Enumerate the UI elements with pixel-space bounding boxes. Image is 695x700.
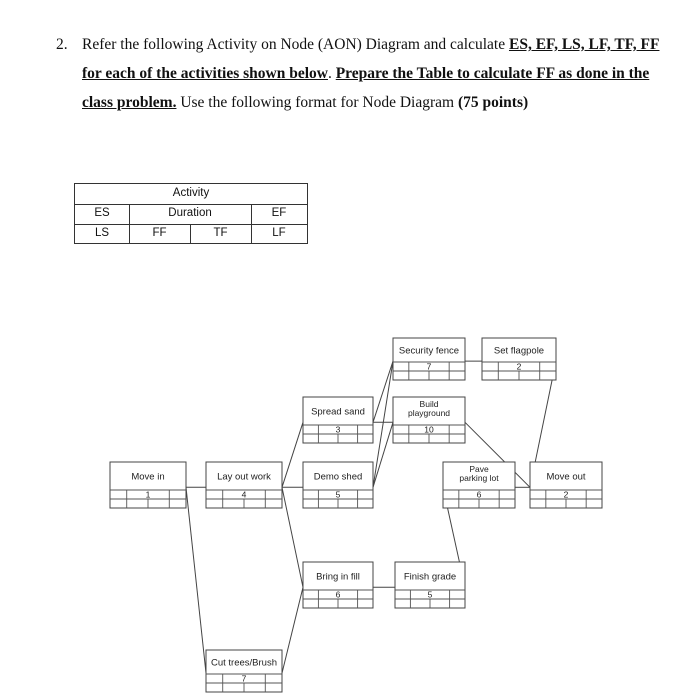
node-build-playground bbox=[393, 397, 465, 443]
arrow-spread-sand-to-security-fence bbox=[373, 361, 393, 422]
activity-duration: 3 bbox=[335, 424, 341, 435]
activity-name: Security fence bbox=[398, 345, 460, 357]
arrow-demo-shed-to-security-fence bbox=[373, 361, 393, 487]
node-bring-in-fill bbox=[303, 562, 373, 608]
activity-name: Lay out work bbox=[217, 471, 271, 483]
activity-name: Move out bbox=[546, 471, 586, 483]
activity-duration: 10 bbox=[424, 424, 434, 435]
activity-name: Pave bbox=[469, 464, 489, 474]
legend-es: ES bbox=[94, 207, 110, 219]
activity-duration: 6 bbox=[476, 489, 482, 500]
question-number: 2. bbox=[56, 36, 68, 53]
activity-name: Finish grade bbox=[403, 571, 457, 583]
activity-duration: 5 bbox=[335, 489, 341, 500]
arrow-demo-shed-to-build-playground bbox=[373, 422, 393, 487]
node-spread-sand bbox=[303, 397, 373, 443]
question-part-4: Prepare the Table to calculate FF as done in the class problem. bbox=[82, 65, 650, 111]
activity-name: Cut trees/Brush bbox=[211, 657, 277, 669]
activity-name: Spread sand bbox=[311, 406, 365, 418]
activity-name: Set flagpole bbox=[493, 345, 545, 357]
activity-duration: 1 bbox=[145, 489, 151, 500]
node-move-out bbox=[530, 462, 602, 508]
node-set-flagpole bbox=[482, 338, 556, 380]
activity-name: Demo shed bbox=[313, 471, 363, 483]
activity-duration: 2 bbox=[516, 361, 522, 372]
node-move-in bbox=[110, 462, 186, 508]
legend-ef: EF bbox=[271, 207, 287, 219]
legend-lf: LF bbox=[272, 227, 286, 239]
activity-name: parking lot bbox=[459, 473, 499, 483]
node-lay-out-work bbox=[206, 462, 282, 508]
activity-name: playground bbox=[407, 408, 451, 418]
node-finish-grade bbox=[395, 562, 465, 608]
activity-duration: 7 bbox=[241, 673, 247, 684]
question-part-2: ES, EF, LS, LF, TF, FF for each of the activities shown below bbox=[82, 36, 660, 82]
node-pave-parking-lot bbox=[443, 462, 515, 508]
activity-duration: 6 bbox=[335, 589, 341, 600]
node-cut-trees-brush bbox=[206, 650, 282, 692]
legend-ls: LS bbox=[94, 227, 110, 239]
activity-duration: 5 bbox=[427, 589, 433, 600]
question-points: (75 points) bbox=[457, 94, 529, 111]
question-part-3: . bbox=[327, 65, 336, 82]
legend-ff: FF bbox=[152, 227, 167, 239]
activity-nodes bbox=[110, 338, 602, 692]
legend-duration: Duration bbox=[168, 207, 212, 219]
node-demo-shed bbox=[303, 462, 373, 508]
activity-duration: 4 bbox=[241, 489, 247, 500]
arrow-cut-trees-brush-to-bring-in-fill bbox=[282, 587, 303, 673]
activity-duration: 7 bbox=[426, 361, 432, 372]
arrow-move-in-to-cut-trees-brush bbox=[186, 487, 206, 673]
activity-duration: 2 bbox=[563, 489, 569, 500]
node-security-fence bbox=[393, 338, 465, 380]
activity-name: Move in bbox=[131, 471, 165, 483]
question-part-5: Use the following format for Node Diagram bbox=[176, 94, 458, 111]
legend-tf: TF bbox=[213, 227, 228, 239]
legend-activity: Activity bbox=[172, 187, 210, 199]
question-part-1: Refer the following Activity on Node (AON) Diagram and calculate bbox=[82, 36, 509, 53]
activity-name: Build bbox=[419, 399, 439, 409]
arrow-lay-out-work-to-bring-in-fill bbox=[282, 487, 303, 587]
activity-name: Bring in fill bbox=[316, 571, 360, 583]
arrow-lay-out-work-to-spread-sand bbox=[282, 422, 303, 487]
